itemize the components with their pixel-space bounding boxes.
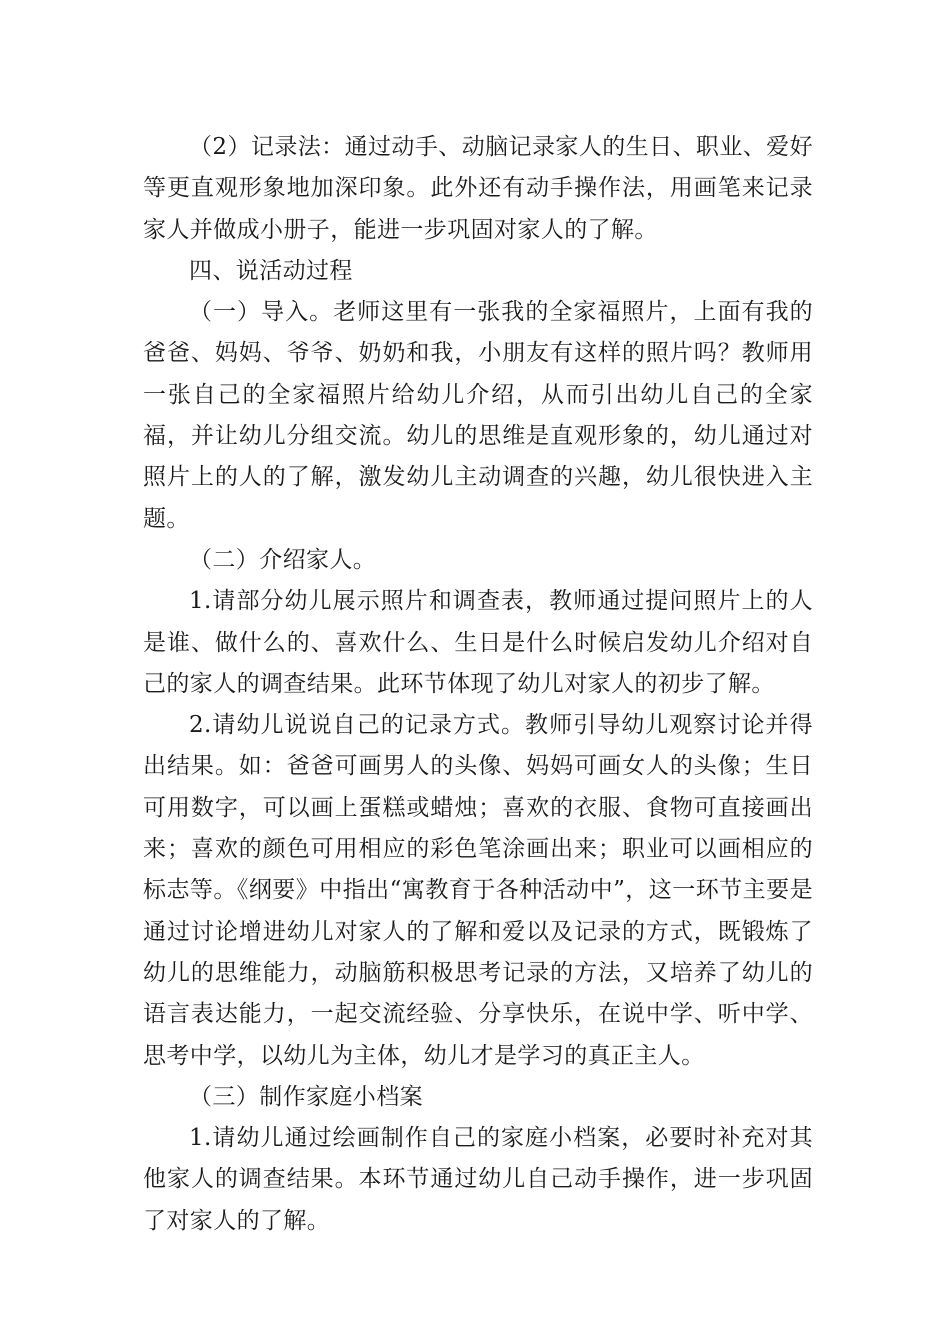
- subheading-family-archive: （三）制作家庭小档案: [189, 1083, 423, 1110]
- paragraph-recording-ways: 2.请幼儿说说自己的记录方式。教师引导幼儿观察讨论并得出结果。如：爸爸可画男人的头像、妈妈可画女人的头像；生日可用数字，可以画上蛋糕或蜡烛；喜欢的衣服、食物可直接画出来；喜欢的颜色可用相应的彩色笔涂画出来；职业可以画相应的标志等。《纲要》中指出“寓教育于各种活动中”，这一环节主要是通过讨论增进幼儿对家人的了解和爱以及记录的方式，既锻炼了幼儿的思维能力，动脑筋积极思考记录的方法，又培养了幼儿的语言表达能力，一起交流经验、分享快乐，在说中学、听中学、思考中学，以幼儿为主体，幼儿才是学习的真正主人。: [143, 712, 813, 1069]
- paragraph-make-archive: 1.请幼儿通过绘画制作自己的家庭小档案，必要时补充对其他家人的调查结果。本环节通过幼儿自己动手操作，进一步巩固了对家人的了解。: [143, 1125, 813, 1234]
- section-heading-activity-process: 四、说活动过程: [189, 257, 353, 284]
- document-body: [143, 127, 813, 1242]
- paragraph-introduction: （一）导入。老师这里有一张我的全家福照片，上面有我的爸爸、妈妈、爷爷、奶奶和我，小朋友有这样的照片吗？教师用一张自己的全家福照片给幼儿介绍，从而引出幼儿自己的全家福，并让幼儿分组交流。幼儿的思维是直观形象的，幼儿通过对照片上的人的了解，激发幼儿主动调查的兴趣，幼儿很快进入主题。: [143, 299, 813, 532]
- paragraph-show-photos: 1.请部分幼儿展示照片和调查表，教师通过提问照片上的人是谁、做什么的、喜欢什么、生日是什么时候启发幼儿介绍对自己的家人的调查结果。此环节体现了幼儿对家人的初步了解。: [143, 588, 813, 697]
- paragraph-recording-method: （2）记录法：通过动手、动脑记录家人的生日、职业、爱好等更直观形象地加深印象。此外还有动手操作法，用画笔来记录家人并做成小册子，能进一步巩固对家人的了解。: [143, 134, 813, 243]
- subheading-introduce-family: （二）介绍家人。: [189, 546, 377, 573]
